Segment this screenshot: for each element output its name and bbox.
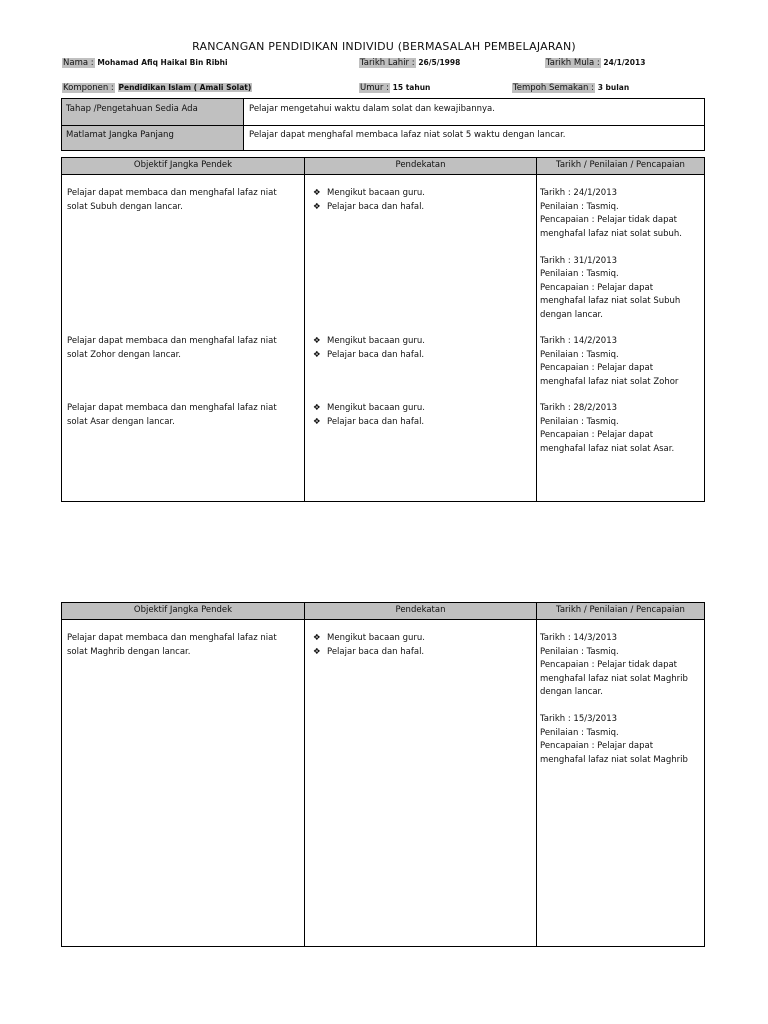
header-objektif: Objektif Jangka Pendek xyxy=(62,158,304,174)
list-item: ❖ Pelajar baca dan hafal. xyxy=(313,416,533,430)
list-item: ❖ Mengikut bacaan guru. xyxy=(313,335,533,349)
header-tarikh: Tarikh / Penilaian / Pencapaian xyxy=(537,158,704,174)
tarikh-mula-value: 24/1/2013 xyxy=(603,58,646,67)
header-pendekatan: Pendekatan xyxy=(305,158,536,174)
umur-label: Umur : xyxy=(360,83,389,93)
table-row-1-pendekatan xyxy=(313,187,533,214)
nama-label: Nama : xyxy=(63,58,94,68)
bullet-diamond-icon: ❖ xyxy=(313,416,321,427)
list-item: ❖ Mengikut bacaan guru. xyxy=(313,187,533,201)
list-item: ❖ Pelajar baca dan hafal. xyxy=(313,349,533,363)
list-item: ❖ Mengikut bacaan guru. xyxy=(313,402,533,416)
table-row-1-objektif: Pelajar dapat membaca dan menghafal lafaz niat solat Subuh dengan lancar. xyxy=(67,188,277,212)
matlamat-label: Matlamat Jangka Panjang xyxy=(62,126,243,150)
tempoh-label: Tempoh Semakan : xyxy=(513,83,594,93)
umur-value: 15 tahun xyxy=(392,83,431,92)
bullet-diamond-icon: ❖ xyxy=(313,646,321,657)
bullet-diamond-icon: ❖ xyxy=(313,403,321,413)
tarikh-lahir-field xyxy=(359,56,460,71)
list-item: ❖ Mengikut bacaan guru. xyxy=(313,632,533,646)
table-row-1-tarikh: Tarikh : 24/1/2013 Penilaian : Tasmiq. Pencapaian : Pelajar tidak dapat menghafal lafaz niat solat subuh. Tarikh : 31/1/2013 Penilaian : Tasmiq. Pencapaian : Pelajar dapat menghafal lafaz niat solat Subuh dengan lancar. xyxy=(540,188,683,320)
plan-table-1 xyxy=(61,157,705,502)
nama-value: Mohamad Afiq Haikal Bin Ribhi xyxy=(97,58,228,67)
table-row-2-tarikh: Tarikh : 14/2/2013 Penilaian : Tasmiq. Pencapaian : Pelajar dapat menghafal lafaz niat solat Zohor xyxy=(540,336,679,387)
tarikh-mula-field xyxy=(545,56,645,71)
table-row-2-pendekatan xyxy=(313,335,533,362)
nama-field xyxy=(62,56,228,71)
bullet-diamond-icon: ❖ xyxy=(313,349,321,360)
list-item: ❖ Pelajar baca dan hafal. xyxy=(313,646,533,660)
summary-table xyxy=(61,98,705,151)
table-row-2-objektif: Pelajar dapat membaca dan menghafal lafaz niat solat Zohor dengan lancar. xyxy=(67,336,277,360)
table-row-3-objektif: Pelajar dapat membaca dan menghafal lafaz niat solat Asar dengan lancar. xyxy=(67,403,277,427)
table-row-3-tarikh: Tarikh : 28/2/2013 Penilaian : Tasmiq. Pencapaian : Pelajar dapat menghafal lafaz niat solat Asar. xyxy=(540,403,675,454)
umur-field xyxy=(359,81,430,96)
table-row-1-tarikh: Tarikh : 14/3/2013 Penilaian : Tasmiq. Pencapaian : Pelajar tidak dapat menghafal lafaz niat solat Maghrib dengan lancar. Tarikh : 15/3/2013 Penilaian : Tasmiq. Pencapaian : Pelajar dapat menghafal lafaz niat solat Maghrib xyxy=(540,633,688,765)
bullet-diamond-icon: ❖ xyxy=(313,633,321,643)
bullet-diamond-icon: ❖ xyxy=(313,201,321,212)
table-row-3-pendekatan xyxy=(313,402,533,429)
header-objektif: Objektif Jangka Pendek xyxy=(62,603,304,619)
list-item: ❖ Pelajar baca dan hafal. xyxy=(313,201,533,215)
bullet-diamond-icon: ❖ xyxy=(313,188,321,198)
header-tarikh: Tarikh / Penilaian / Pencapaian xyxy=(537,603,704,619)
tempoh-value: 3 bulan xyxy=(597,83,630,92)
tahap-value: Pelajar mengetahui waktu dalam solat dan kewajibannya. xyxy=(249,104,495,114)
tahap-label: Tahap /Pengetahuan Sedia Ada xyxy=(62,99,243,125)
tarikh-lahir-label: Tarikh Lahir : xyxy=(360,58,415,68)
matlamat-value: Pelajar dapat menghafal membaca lafaz niat solat 5 waktu dengan lancar. xyxy=(249,130,566,140)
header-pendekatan: Pendekatan xyxy=(305,603,536,619)
komponen-value: Pendidikan Islam ( Amali Solat) xyxy=(118,83,252,92)
tempoh-field xyxy=(512,81,629,96)
tarikh-lahir-value: 26/5/1998 xyxy=(418,58,461,67)
komponen-field xyxy=(62,81,252,96)
table-row-1-objektif: Pelajar dapat membaca dan menghafal lafaz niat solat Maghrib dengan lancar. xyxy=(67,633,277,657)
page-title: RANCANGAN PENDIDIKAN INDIVIDU (BERMASALAH PEMBELAJARAN) xyxy=(192,40,576,53)
table-row-1-pendekatan xyxy=(313,632,533,659)
tarikh-mula-label: Tarikh Mula : xyxy=(546,58,600,68)
komponen-label: Komponen : xyxy=(63,83,114,93)
bullet-diamond-icon: ❖ xyxy=(313,336,321,346)
plan-table-2 xyxy=(61,602,705,947)
